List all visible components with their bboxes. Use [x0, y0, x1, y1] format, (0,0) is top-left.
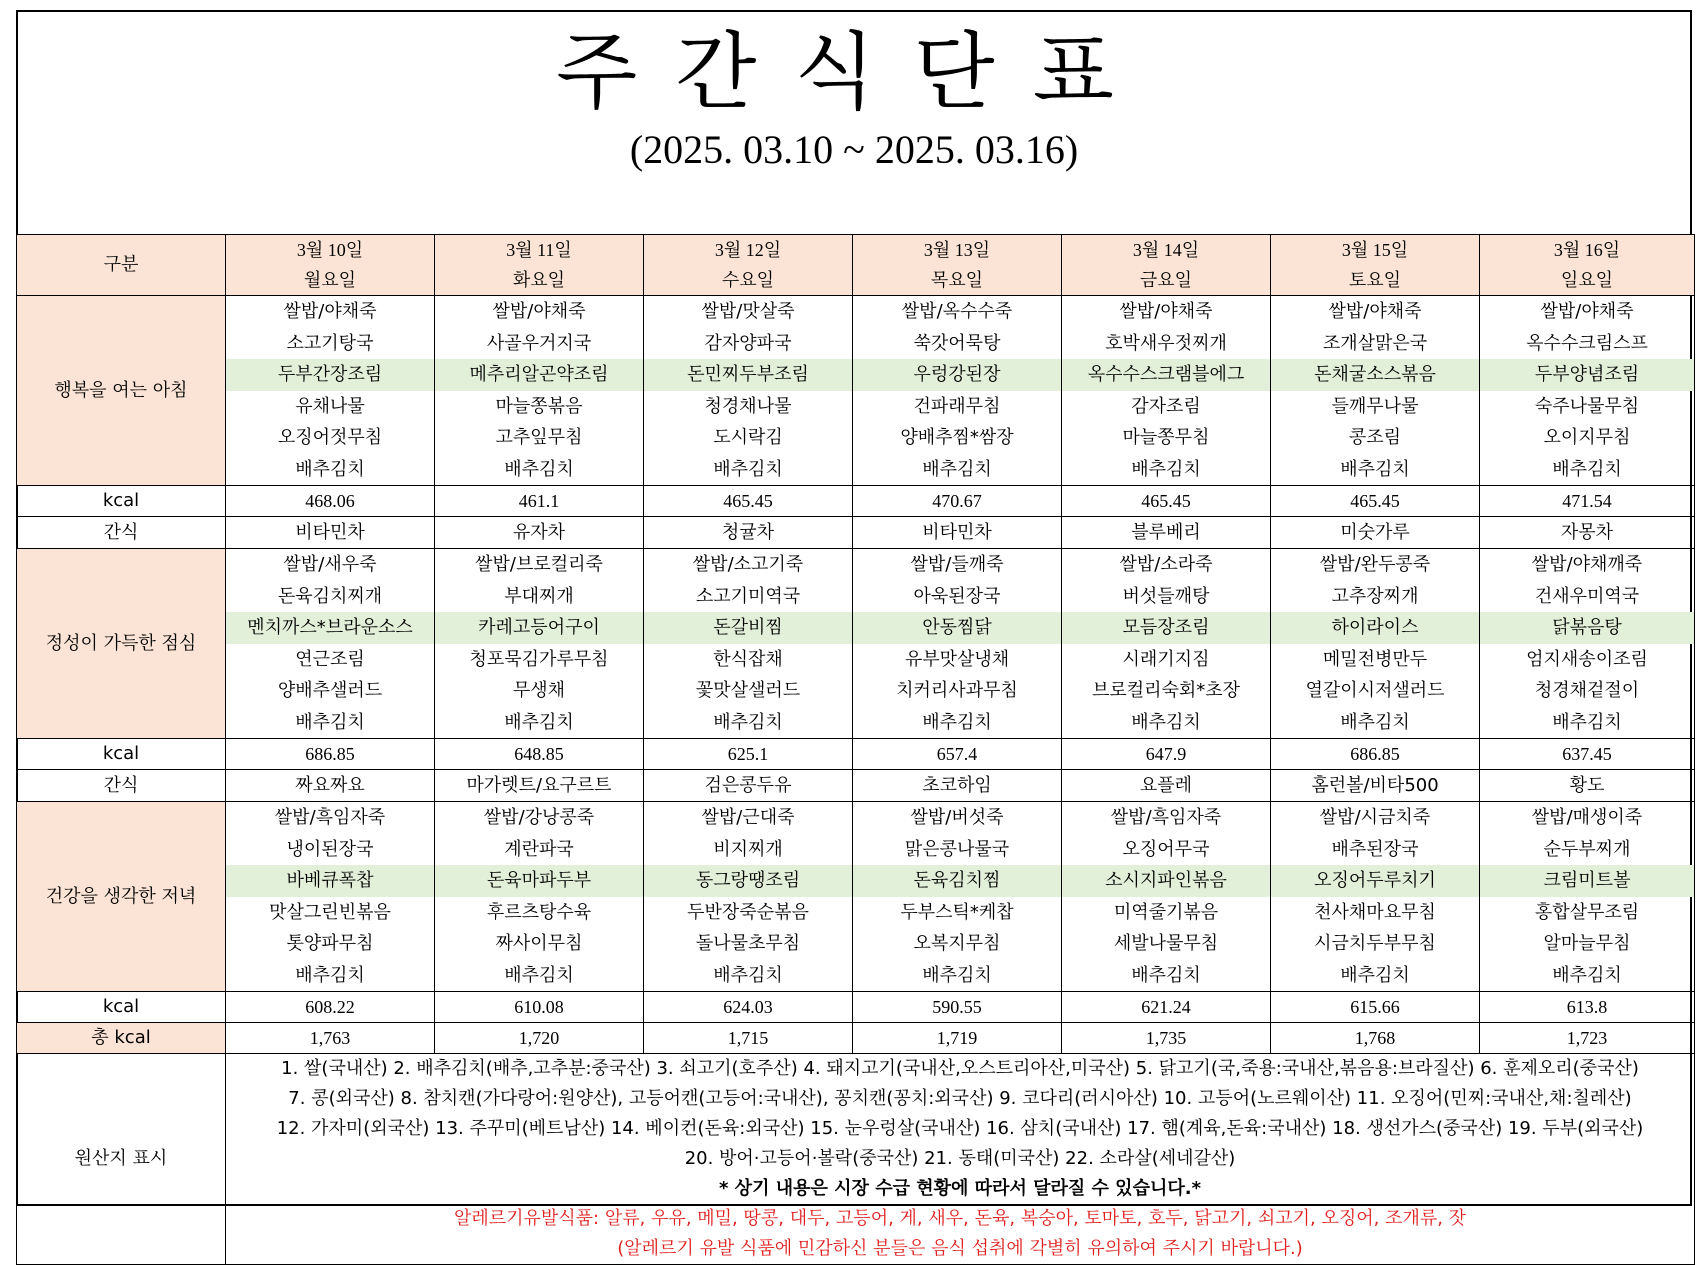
menu-item: 오징어젓무침	[277, 427, 383, 448]
breakfast-row	[17, 296, 1695, 486]
menu-item: 청포묵김가루무침	[469, 648, 609, 670]
menu-item: 천사채마요무침	[1314, 901, 1436, 923]
snack-item: 짜요짜요	[226, 770, 435, 802]
menu-item: 배추김치	[1552, 964, 1622, 986]
main-dish: 안동찜닭	[853, 612, 1061, 644]
day-header: 3월 14일 금요일	[1062, 235, 1271, 296]
breakfast-kcal-row	[17, 486, 1695, 517]
dinner-cell	[1271, 802, 1480, 992]
menu-item: 부대찌개	[504, 585, 574, 607]
menu-item: 쌀밥/소고기죽	[692, 554, 804, 575]
menu-item: 쌀밥/브로컬리죽	[475, 554, 603, 575]
menu-item: 고추잎무침	[495, 427, 583, 448]
menu-item: 배추김치	[295, 711, 365, 733]
menu-item: 한식잡채	[713, 648, 783, 670]
menu-item: 배추김치	[1552, 458, 1622, 480]
lunch-kcal-row	[17, 739, 1695, 770]
total-kcal-label: 총 kcal	[17, 1023, 226, 1054]
lunch-cell	[1271, 549, 1480, 739]
menu-item: 시래기지짐	[1122, 648, 1210, 670]
dinner-kcal-row	[17, 992, 1695, 1023]
total-kcal-value: 1,720	[435, 1023, 644, 1054]
snack-item: 미숫가루	[1271, 517, 1480, 549]
origin-label: 원산지 표시	[17, 1054, 226, 1265]
menu-item: 양배추샐러드	[277, 680, 383, 701]
menu-item: 쌀밥/야채죽	[283, 301, 377, 322]
menu-item: 들깨무나물	[1331, 395, 1419, 417]
snack-item: 홈런볼/비타500	[1271, 770, 1480, 802]
kcal-value: 686.85	[1271, 739, 1480, 770]
menu-item: 맑은콩나물국	[904, 838, 1010, 860]
snack2-row	[17, 770, 1695, 802]
menu-item: 조개살맑은국	[1322, 332, 1428, 354]
menu-item: 배추김치	[295, 964, 365, 986]
menu-item: 감자양파국	[704, 332, 792, 354]
main-dish: 두부양념조림	[1480, 359, 1694, 391]
menu-item: 배추김치	[1340, 964, 1410, 986]
menu-item: 오이지무침	[1543, 427, 1631, 448]
main-dish: 닭볶음탕	[1480, 612, 1694, 644]
kcal-value: 613.8	[1480, 992, 1695, 1023]
total-kcal-value: 1,723	[1480, 1023, 1695, 1054]
day-header: 3월 11일 화요일	[435, 235, 644, 296]
kcal-value: 637.45	[1480, 739, 1695, 770]
kcal-label: kcal	[17, 739, 226, 770]
menu-item: 쌀밥/흑임자죽	[274, 807, 386, 828]
kcal-value: 621.24	[1062, 992, 1271, 1023]
origin-line: 12. 가자미(외국산) 13. 주꾸미(베트남산) 14. 베이컨(돈육:외국산) 15. 눈우렁살(국내산) 16. 삼치(국내산) 17. 햄(계육,돈육:국내산) 18. 생선가스(중국산) 19. 두부(외국산)	[276, 1118, 1644, 1139]
dinner-cell	[644, 802, 853, 992]
page-title: 주간식단표	[556, 23, 1152, 121]
menu-item: 감자조림	[1131, 395, 1201, 417]
menu-item: 오징어무국	[1122, 838, 1210, 860]
menu-item: 청경채겉절이	[1534, 680, 1640, 701]
menu-item: 배추김치	[504, 458, 574, 480]
supply-notice: * 상기 내용은 시장 수급 현황에 따라서 달라질 수 있습니다.*	[719, 1178, 1201, 1199]
menu-item: 두부스틱*케찹	[900, 901, 1014, 923]
total-kcal-value: 1,719	[853, 1023, 1062, 1054]
main-dish: 돈갈비찜	[644, 612, 852, 644]
menu-item: 유채나물	[295, 395, 365, 417]
breakfast-cell	[1480, 296, 1695, 486]
header-row	[17, 235, 1695, 296]
snack-item: 비타민차	[226, 517, 435, 549]
menu-item: 짜사이무침	[495, 933, 583, 954]
kcal-value: 465.45	[1271, 486, 1480, 517]
snack-item: 마가렛트/요구르트	[435, 770, 644, 802]
menu-item: 쌀밥/매생이죽	[1531, 807, 1643, 828]
snack-item: 비타민차	[853, 517, 1062, 549]
kcal-value: 657.4	[853, 739, 1062, 770]
menu-item: 유부맛살냉채	[904, 648, 1010, 670]
menu-item: 쌀밥/근대죽	[701, 807, 795, 828]
lunch-cell	[1480, 549, 1695, 739]
menu-item: 배추김치	[295, 458, 365, 480]
menu-item: 계란파국	[504, 838, 574, 860]
snack-item: 황도	[1480, 770, 1695, 802]
menu-item: 순두부찌개	[1543, 838, 1631, 860]
lunch-cell	[1062, 549, 1271, 739]
menu-item: 마늘쫑볶음	[495, 395, 583, 417]
menu-item: 메밀전병만두	[1322, 648, 1428, 670]
dinner-cell	[226, 802, 435, 992]
snack1-row	[17, 517, 1695, 549]
kcal-value: 624.03	[644, 992, 853, 1023]
main-dish: 돈채굴소스볶음	[1271, 359, 1479, 391]
menu-item: 배추김치	[922, 964, 992, 986]
kcal-label: kcal	[17, 992, 226, 1023]
snack-item: 초코하임	[853, 770, 1062, 802]
main-dish: 메추리알곤약조림	[435, 359, 643, 391]
menu-item: 배추김치	[1340, 458, 1410, 480]
origin-row	[17, 1054, 1695, 1265]
menu-item: 엄지새송이조림	[1526, 648, 1648, 670]
menu-item: 후르츠탕수육	[486, 901, 592, 923]
menu-item: 쌀밥/버섯죽	[910, 807, 1004, 828]
menu-item: 쌀밥/흑임자죽	[1110, 807, 1222, 828]
lunch-cell	[644, 549, 853, 739]
dinner-row	[17, 802, 1695, 992]
kcal-value: 590.55	[853, 992, 1062, 1023]
snack-label: 간식	[17, 517, 226, 549]
menu-item: 옥수수크림스프	[1526, 332, 1648, 354]
menu-item: 건새우미역국	[1534, 585, 1640, 607]
menu-item: 냉이된장국	[286, 838, 374, 860]
day-header: 3월 10일 월요일	[226, 235, 435, 296]
main-dish: 소시지파인볶음	[1062, 865, 1270, 897]
breakfast-label: 행복을 여는 아침	[17, 296, 226, 486]
menu-item: 배추김치	[922, 458, 992, 480]
menu-item: 청경채나물	[704, 395, 792, 417]
main-dish: 오징어두루치기	[1271, 865, 1479, 897]
dinner-cell	[1480, 802, 1695, 992]
menu-item: 배추김치	[713, 458, 783, 480]
date-period: (2025. 03.10 ~ 2025. 03.16)	[629, 127, 1079, 172]
main-dish: 멘치까스*브라운소스	[226, 612, 434, 644]
main-dish: 크림미트볼	[1480, 865, 1694, 897]
breakfast-cell	[1271, 296, 1480, 486]
main-dish: 동그랑땡조림	[644, 865, 852, 897]
origin-notes	[226, 1054, 1695, 1265]
total-kcal-value: 1,735	[1062, 1023, 1271, 1054]
menu-item: 쌀밥/맛살죽	[701, 301, 795, 322]
main-dish: 바베큐폭찹	[226, 865, 434, 897]
menu-item: 맛살그린빈볶음	[269, 901, 391, 923]
menu-item: 치커리사과무침	[896, 680, 1018, 701]
menu-item: 브로컬리숙회*초장	[1091, 680, 1241, 701]
menu-item: 사골우거지국	[486, 332, 592, 354]
menu-item: 쌀밥/야채죽	[1540, 301, 1634, 322]
day-header: 3월 12일 수요일	[644, 235, 853, 296]
menu-item: 버섯들깨탕	[1122, 585, 1210, 607]
kcal-value: 686.85	[226, 739, 435, 770]
menu-item: 배추김치	[1552, 711, 1622, 733]
allergy-note: (알레르기 유발 식품에 민감하신 분들은 음식 섭취에 각별히 유의하여 주시기 바랍니다.)	[617, 1238, 1303, 1259]
total-kcal-row	[17, 1023, 1695, 1054]
main-dish: 돈민찌두부조림	[644, 359, 852, 391]
kcal-label: kcal	[17, 486, 226, 517]
menu-item: 쌀밥/야채깨죽	[1531, 554, 1643, 575]
day-header: 3월 15일 토요일	[1271, 235, 1480, 296]
menu-item: 아욱된장국	[913, 585, 1001, 607]
menu-item: 콩조림	[1348, 427, 1402, 448]
menu-item: 소고기미역국	[695, 585, 801, 607]
menu-item: 배추된장국	[1331, 838, 1419, 860]
kcal-value: 625.1	[644, 739, 853, 770]
dinner-cell	[1062, 802, 1271, 992]
menu-item: 쌀밥/야채죽	[1119, 301, 1213, 322]
menu-item: 돈육김치찌개	[277, 585, 383, 607]
menu-item: 톳양파무침	[286, 933, 374, 954]
lunch-cell	[853, 549, 1062, 739]
menu-item: 배추김치	[1340, 711, 1410, 733]
main-dish: 하이라이스	[1271, 612, 1479, 644]
total-kcal-value: 1,768	[1271, 1023, 1480, 1054]
origin-line: 7. 콩(외국산) 8. 참치캔(가다랑어:원양산), 고등어캔(고등어:국내산), 꽁치캔(꽁치:외국산) 9. 코다리(러시아산) 10. 고등어(노르웨이산) 11. 오징어(민찌:국내산,채:칠레산)	[288, 1088, 1632, 1109]
menu-item: 쌀밥/야채죽	[1328, 301, 1422, 322]
menu-item: 시금치두부무침	[1314, 933, 1436, 954]
total-kcal-value: 1,763	[226, 1023, 435, 1054]
breakfast-cell	[435, 296, 644, 486]
menu-item: 쌀밥/강낭콩죽	[483, 807, 595, 828]
lunch-cell	[226, 549, 435, 739]
menu-item: 쌀밥/완두콩죽	[1319, 554, 1431, 575]
dinner-cell	[435, 802, 644, 992]
menu-item: 배추김치	[504, 711, 574, 733]
menu-item: 숙주나물무침	[1534, 395, 1640, 417]
kcal-value: 468.06	[226, 486, 435, 517]
lunch-row	[17, 549, 1695, 739]
day-header: 3월 16일 일요일	[1480, 235, 1695, 296]
breakfast-cell	[1062, 296, 1271, 486]
menu-item: 열갈이시저샐러드	[1305, 680, 1445, 701]
lunch-label: 정성이 가득한 점심	[17, 549, 226, 739]
menu-item: 비지찌개	[713, 838, 783, 860]
menu-item: 건파래무침	[913, 395, 1001, 417]
menu-item: 쌀밥/야채죽	[492, 301, 586, 322]
total-kcal-value: 1,715	[644, 1023, 853, 1054]
origin-line: 20. 방어·고등어·볼락(중국산) 21. 동태(미국산) 22. 소라살(세네갈산)	[684, 1148, 1236, 1169]
snack-item: 자몽차	[1480, 517, 1695, 549]
menu-item: 꽃맛살샐러드	[695, 680, 801, 701]
menu-item: 쌀밥/옥수수죽	[901, 301, 1013, 322]
snack-item: 유자차	[435, 517, 644, 549]
snack-item: 청귤차	[644, 517, 853, 549]
kcal-value: 465.45	[1062, 486, 1271, 517]
menu-item: 무생채	[512, 680, 566, 701]
menu-item: 마늘쫑무침	[1122, 427, 1210, 448]
allergy-list: 알레르기유발식품: 알류, 우유, 메밀, 땅콩, 대두, 고등어, 게, 새우, 돈육, 복숭아, 토마토, 호두, 닭고기, 쇠고기, 오징어, 조개류, 잣	[453, 1208, 1467, 1229]
menu-item: 도시락김	[713, 427, 783, 448]
main-dish: 두부간장조림	[226, 359, 434, 391]
main-dish: 모듬장조림	[1062, 612, 1270, 644]
menu-item: 세발나물무침	[1113, 933, 1219, 954]
menu-item: 홍합살무조림	[1534, 901, 1640, 923]
breakfast-cell	[853, 296, 1062, 486]
menu-item: 고추장찌개	[1331, 585, 1419, 607]
kcal-value: 615.66	[1271, 992, 1480, 1023]
menu-item: 쑥갓어묵탕	[913, 332, 1001, 354]
breakfast-cell	[644, 296, 853, 486]
breakfast-cell	[226, 296, 435, 486]
snack-item: 블루베리	[1062, 517, 1271, 549]
lunch-cell	[435, 549, 644, 739]
menu-item: 배추김치	[504, 964, 574, 986]
menu-item: 배추김치	[1131, 458, 1201, 480]
kcal-value: 470.67	[853, 486, 1062, 517]
menu-item: 쌀밥/시금치죽	[1319, 807, 1431, 828]
menu-item: 쌀밥/들깨죽	[910, 554, 1004, 575]
snack-item: 검은콩두유	[644, 770, 853, 802]
day-header: 3월 13일 목요일	[853, 235, 1062, 296]
menu-item: 두반장죽순볶음	[687, 901, 809, 923]
kcal-value: 647.9	[1062, 739, 1271, 770]
main-dish: 우렁강된장	[853, 359, 1061, 391]
menu-item: 배추김치	[1131, 964, 1201, 986]
menu-item: 쌀밥/새우죽	[283, 554, 377, 575]
kcal-value: 471.54	[1480, 486, 1695, 517]
menu-item: 쌀밥/소라죽	[1119, 554, 1213, 575]
main-dish: 돈육김치찜	[853, 865, 1061, 897]
menu-item: 돌나물초무침	[695, 933, 801, 954]
snack-label: 간식	[17, 770, 226, 802]
menu-item: 미역줄기볶음	[1113, 901, 1219, 923]
weekly-menu-table	[16, 234, 1695, 1265]
menu-item: 알마늘무침	[1543, 933, 1631, 954]
menu-item: 배추김치	[922, 711, 992, 733]
menu-item: 양배추찜*쌈장	[900, 427, 1014, 448]
menu-item: 배추김치	[713, 711, 783, 733]
kcal-value: 461.1	[435, 486, 644, 517]
menu-item: 호박새우젓찌개	[1105, 332, 1227, 354]
main-dish: 카레고등어구이	[435, 612, 643, 644]
kcal-value: 608.22	[226, 992, 435, 1023]
snack-item: 요플레	[1062, 770, 1271, 802]
kcal-value: 465.45	[644, 486, 853, 517]
dinner-cell	[853, 802, 1062, 992]
origin-line: 1. 쌀(국내산) 2. 배추김치(배추,고추분:중국산) 3. 쇠고기(호주산) 4. 돼지고기(국내산,오스트리아산,미국산) 5. 닭고기(국,죽용:국내산,볶음용:브라질산) 6. 훈제오리(중국산)	[281, 1058, 1639, 1079]
menu-item: 오복지무침	[913, 933, 1001, 954]
kcal-value: 648.85	[435, 739, 644, 770]
menu-sheet	[16, 10, 1692, 1259]
menu-item: 배추김치	[1131, 711, 1201, 733]
menu-item: 연근조림	[295, 648, 365, 670]
dinner-label: 건강을 생각한 저녁	[17, 802, 226, 992]
main-dish: 돈육마파두부	[435, 865, 643, 897]
header-label: 구분	[17, 235, 226, 296]
menu-item: 소고기탕국	[286, 332, 374, 354]
main-dish: 옥수수스크램블에그	[1062, 359, 1270, 391]
kcal-value: 610.08	[435, 992, 644, 1023]
menu-item: 배추김치	[713, 964, 783, 986]
